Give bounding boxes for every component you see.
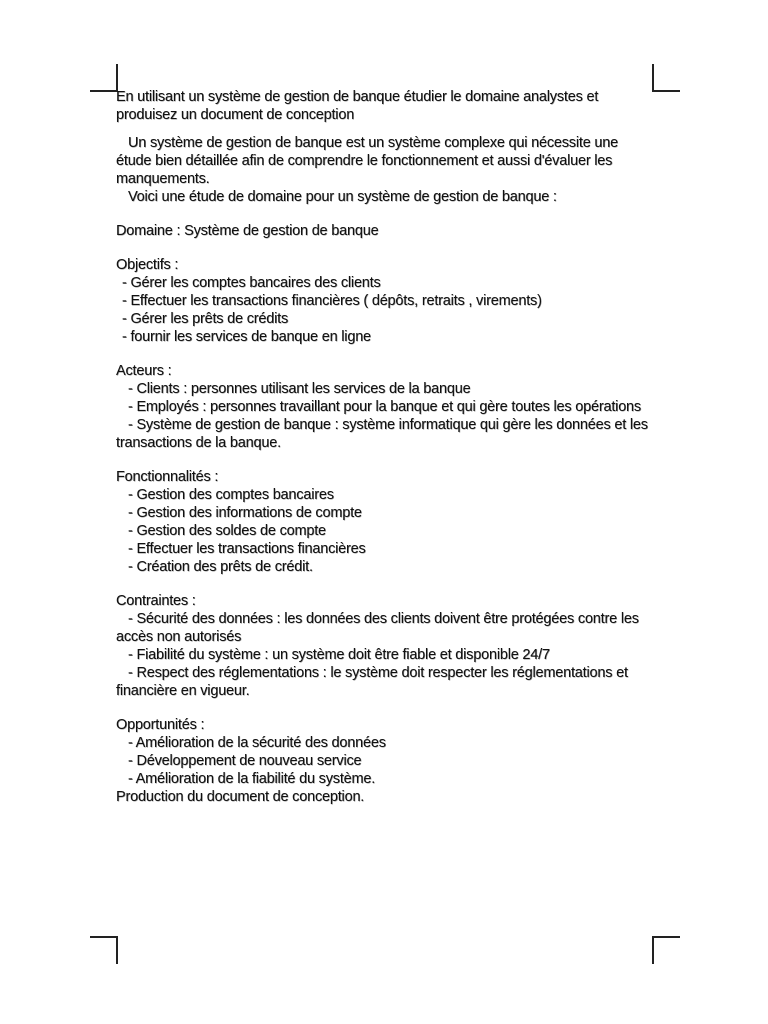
- acteurs-section: [116, 362, 652, 452]
- document-body: [116, 88, 652, 806]
- fonctionnalites-title: Fonctionnalités :: [116, 469, 219, 485]
- contraintes-section: [116, 592, 652, 700]
- objectifs-list: [116, 274, 652, 346]
- intro-lead-in: Voici une étude de domaine pour un système de gestion de banque :: [128, 189, 557, 205]
- crop-mark-bottom-right: [652, 936, 680, 964]
- list-item: - Amélioration de la sécurité des données: [128, 735, 386, 751]
- list-item: - Effectuer les transactions financières: [128, 541, 366, 557]
- domaine-line: Domaine : Système de gestion de banque: [116, 223, 379, 239]
- contraintes-title: Contraintes :: [116, 593, 196, 609]
- list-item: - Gestion des soldes de compte: [128, 523, 326, 539]
- list-item: - Amélioration de la fiabilité du système.: [128, 771, 376, 787]
- objectifs-title: Objectifs :: [116, 257, 179, 273]
- opportunites-title: Opportunités :: [116, 717, 205, 733]
- final-line: Production du document de conception.: [116, 789, 365, 805]
- list-item: - Création des prêts de crédit.: [128, 559, 313, 575]
- list-item: - Gestion des informations de compte: [128, 505, 362, 521]
- list-item: - Clients : personnes utilisant les services de la banque: [128, 381, 471, 397]
- contraintes-list: [116, 610, 652, 700]
- list-item: - Développement de nouveau service: [128, 753, 362, 769]
- opportunites-list: [116, 734, 652, 788]
- acteurs-list: [116, 380, 652, 452]
- document-title: En utilisant un système de gestion de banque étudier le domaine analystes et produisez un document de conception: [116, 89, 599, 123]
- fonctionnalites-section: [116, 468, 652, 576]
- list-item: - Fiabilité du système : un système doit être fiable et disponible 24/7: [128, 647, 550, 663]
- opportunites-section: [116, 716, 652, 788]
- list-item: - Gérer les prêts de crédits: [122, 311, 289, 327]
- objectifs-section: [116, 256, 652, 346]
- list-item: - Gérer les comptes bancaires des clients: [122, 275, 381, 291]
- list-item: - Effectuer les transactions financières ( dépôts, retraits , virements): [122, 293, 542, 309]
- crop-mark-top-right: [652, 64, 680, 92]
- list-item: - Système de gestion de banque : système informatique qui gère les données et les transactions de la banque.: [116, 417, 648, 451]
- acteurs-title: Acteurs :: [116, 363, 172, 379]
- domaine-section: [116, 222, 652, 240]
- crop-mark-top-left: [90, 64, 118, 92]
- list-item: - Sécurité des données : les données des clients doivent être protégées contre les accès non autorisés: [116, 611, 639, 645]
- fonctionnalites-list: [116, 486, 652, 576]
- list-item: - Respect des réglementations : le système doit respecter les réglementations et financière en vigueur.: [116, 665, 628, 699]
- list-item: - Employés : personnes travaillant pour la banque et qui gère toutes les opérations: [128, 399, 641, 415]
- list-item: - Gestion des comptes bancaires: [128, 487, 334, 503]
- list-item: - fournir les services de banque en ligne: [122, 329, 371, 345]
- intro-paragraph: Un système de gestion de banque est un système complexe qui nécessite une étude bien détaillée afin de comprendre le fonctionnement et aussi d'évaluer les manquements.: [116, 135, 618, 187]
- crop-mark-bottom-left: [90, 936, 118, 964]
